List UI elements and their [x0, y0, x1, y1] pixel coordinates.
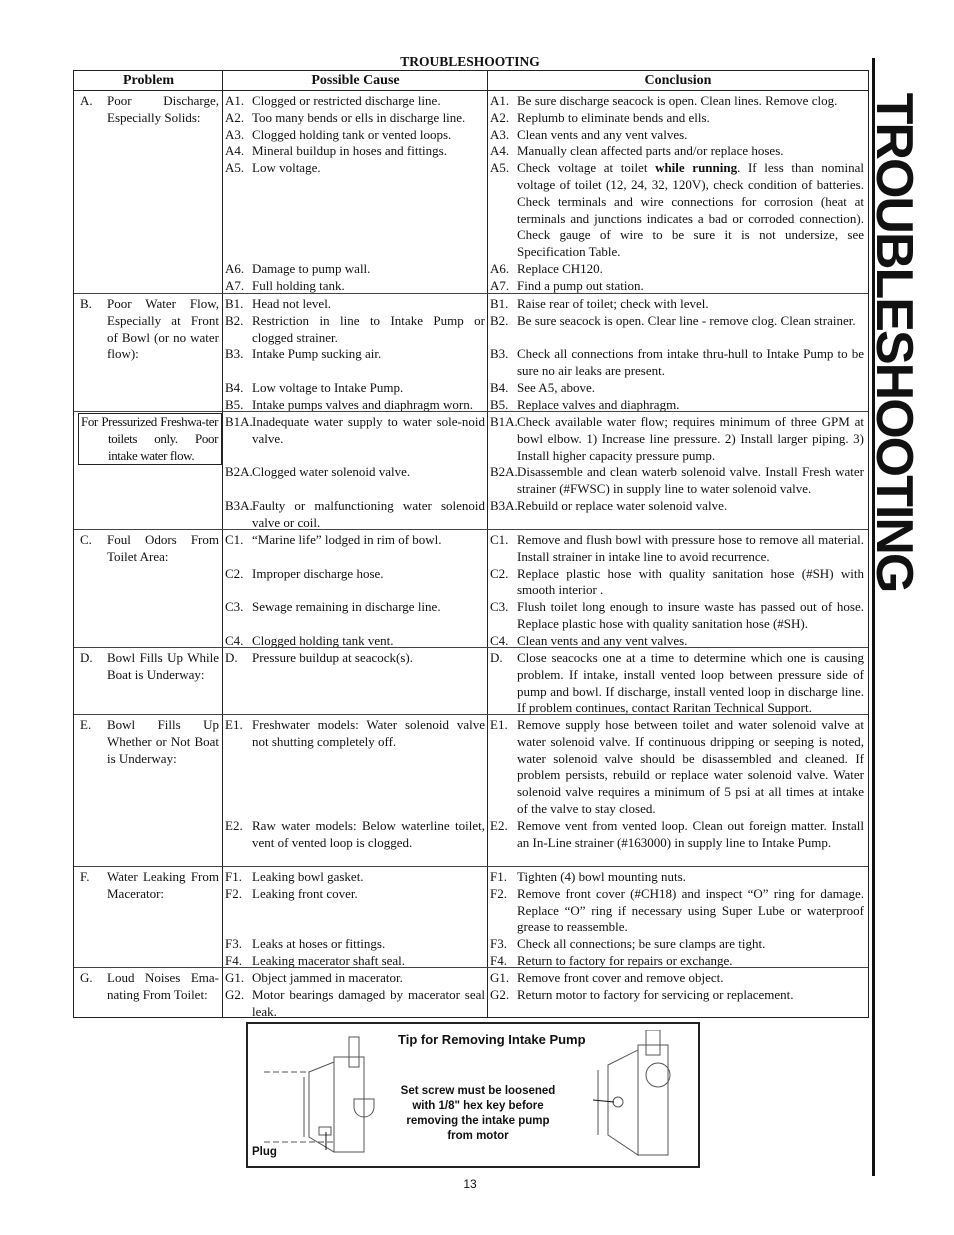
- conclusion-item-label: F4.: [490, 953, 507, 968]
- conclusion-item-text: Be sure seacock is open. Clear line - remove clog. Clean strainer.: [517, 312, 856, 328]
- cause-item-text: Sewage remaining in discharge line.: [252, 599, 441, 615]
- conclusion-item-text: Clean vents and any vent valves.: [517, 632, 688, 648]
- problem-label: F.: [80, 869, 90, 884]
- cause-item-text: Low voltage to Intake Pump.: [252, 380, 404, 395]
- conclusion-item-text: Flush toilet long enough to insure waste has passed out of hose. Replace plastic hose with quality sanitation hose (#SH).: [517, 599, 864, 631]
- cause-item: [223, 346, 485, 363]
- conclusion-item-text: Find a pump out station.: [517, 277, 644, 293]
- cause-cell: [223, 968, 488, 1018]
- problem-description: Water Leaking From Macerator:: [107, 869, 219, 901]
- conclusion-item-text: Tighten (4) bowl mounting nuts.: [517, 869, 686, 884]
- cause-item-label: A6.: [225, 261, 245, 276]
- table-row: [74, 714, 868, 866]
- conclusion-item: [488, 346, 864, 380]
- cause-item: [223, 886, 485, 903]
- conclusion-item-text: Remove vent from vented loop. Clean out foreign matter. Install an In-Line strainer (#163000) in supply line to Intake Pump.: [517, 817, 864, 850]
- cause-item: [223, 498, 485, 532]
- problem-cell: [74, 530, 223, 648]
- conclusion-item-label: C3.: [490, 599, 509, 615]
- conclusion-item-label: A7.: [490, 277, 510, 293]
- cause-item-label: A4.: [225, 143, 245, 159]
- cause-item-text: Inadequate water supply to water sole-noid valve.: [252, 414, 485, 446]
- conclusion-item: [488, 93, 864, 110]
- conclusion-item-text: Replace valves and diaphragm.: [517, 396, 680, 412]
- cause-item-text: Intake pumps valves and diaphragm worn.: [252, 396, 473, 412]
- tip-figure: [246, 1022, 700, 1168]
- conclusion-item: [488, 464, 864, 498]
- cause-item-label: B2A.: [225, 464, 253, 480]
- conclusion-item: [488, 650, 864, 717]
- table-row: [74, 529, 868, 648]
- cause-item: [223, 296, 485, 313]
- problem-label: D.: [80, 650, 93, 665]
- conclusion-item-text: Check all connections; be sure clamps are tight.: [517, 936, 766, 952]
- cause-item-text: Too many bends or ells in discharge line.: [252, 109, 466, 125]
- cause-item-label: B3.: [225, 346, 244, 362]
- troubleshooting-table: [73, 70, 869, 1018]
- conclusion-item: [488, 143, 864, 160]
- conclusion-item-text: Manually clean affected parts and/or replace hoses.: [517, 143, 784, 159]
- cause-item-label: B1.: [225, 296, 244, 311]
- cause-item-text: “Marine life” lodged in rim of bowl.: [252, 532, 442, 547]
- conclusion-item-text: Return to factory for repairs or exchange.: [517, 953, 733, 968]
- conclusion-item-text: Be sure discharge seacock is open. Clean lines. Remove clog.: [517, 93, 838, 108]
- conclusion-cell: [488, 91, 868, 293]
- conclusion-item: [488, 380, 864, 397]
- problem-description: Foul Odors From Toilet Area:: [107, 532, 219, 564]
- problem-label: C.: [80, 532, 92, 547]
- cause-item: [223, 869, 485, 886]
- cause-item-label: E1.: [225, 717, 243, 732]
- conclusion-item-label: E2.: [490, 817, 508, 833]
- conclusion-item-label: B3A.: [490, 498, 518, 513]
- conclusion-item-label: F3.: [490, 936, 507, 952]
- conclusion-item-label: C1.: [490, 532, 509, 547]
- cause-item-text: Freshwater models: Water solenoid valve not shutting completely off.: [252, 717, 485, 749]
- problem-label: E.: [80, 717, 92, 732]
- conclusion-item-text: Replumb to eliminate bends and ells.: [517, 109, 710, 125]
- cause-item-text: Leaking front cover.: [252, 885, 358, 901]
- problem-text: [78, 532, 222, 566]
- problem-description: Poor Water Flow, Especially at Front of Bowl (or no water flow):: [107, 296, 219, 362]
- conclusion-item-text: See A5, above.: [517, 380, 595, 395]
- cause-cell: [223, 412, 488, 530]
- conclusion-item: [488, 987, 864, 1004]
- cause-item-label: B4.: [225, 380, 244, 395]
- conclusion-item-label: B3.: [490, 346, 509, 362]
- cause-item-text: Intake Pump sucking air.: [252, 346, 382, 362]
- conclusion-cell: [488, 412, 868, 530]
- cause-item: [223, 566, 485, 583]
- cause-item-text: Mineral buildup in hoses and fittings.: [252, 143, 447, 159]
- cause-item-text: Raw water models: Below waterline toilet, vent of vented loop is clogged.: [252, 817, 485, 850]
- tip-note: Set screw must be loosened with 1/8" hex key before removing the intake pump from motor: [400, 1085, 556, 1142]
- conclusion-item-label: A6.: [490, 261, 510, 276]
- cause-cell: [223, 294, 488, 412]
- cause-item: [223, 818, 485, 852]
- conclusion-item-label: B2A.: [490, 464, 518, 480]
- header-possible-cause: Possible Cause: [223, 71, 488, 91]
- problem-description: Loud Noises Ema-nating From Toilet:: [107, 970, 219, 1002]
- conclusion-item-label: C2.: [490, 565, 509, 581]
- cause-item: [223, 127, 485, 144]
- cause-item-label: F4.: [225, 953, 242, 968]
- cause-item-label: B2.: [225, 312, 244, 328]
- cause-item: [223, 599, 485, 616]
- conclusion-item-label: F2.: [490, 885, 507, 901]
- cause-item-text: Pressure buildup at seacock(s).: [252, 650, 414, 665]
- cause-item-text: Low voltage.: [252, 160, 321, 176]
- conclusion-item: [488, 818, 864, 852]
- conclusion-item-label: B1A.: [490, 414, 518, 429]
- cause-item-label: A3.: [225, 126, 245, 142]
- cause-item: [223, 414, 485, 448]
- conclusion-cell: [488, 530, 868, 648]
- problem-text: [78, 970, 222, 1004]
- conclusion-item: [488, 498, 864, 515]
- conclusion-item-text: Rebuild or replace water solenoid valve.: [517, 498, 728, 513]
- table-row: [74, 411, 868, 530]
- cause-item-label: F1.: [225, 869, 242, 884]
- cause-item-label: F2.: [225, 885, 242, 901]
- conclusion-item: [488, 414, 864, 464]
- problem-cell: [74, 294, 223, 412]
- cause-item: [223, 532, 485, 549]
- cause-item: [223, 261, 485, 278]
- cause-item-label: A2.: [225, 109, 245, 125]
- cause-cell: [223, 715, 488, 866]
- problem-cell: [74, 968, 223, 1018]
- conclusion-item-label: F1.: [490, 869, 507, 884]
- cause-item-label: F3.: [225, 936, 242, 952]
- conclusion-item: [488, 261, 864, 278]
- conclusion-item-label: D.: [490, 650, 503, 665]
- conclusion-item-text: Remove and flush bowl with pressure hose to remove all material. Install strainer in intake line to avoid recurrence.: [517, 532, 864, 564]
- section-title: TROUBLESHOOTING: [400, 54, 540, 69]
- problem-text: [78, 296, 222, 363]
- cause-item: [223, 936, 485, 953]
- conclusion-item-text: while running: [655, 160, 738, 176]
- cause-item-label: D.: [225, 650, 238, 665]
- problem-description: Bowl Fills Up Whether or Not Boat is Underway:: [107, 717, 219, 766]
- cause-item: [223, 110, 485, 127]
- conclusion-item-label: B4.: [490, 380, 509, 395]
- problem-text: [78, 93, 222, 127]
- cause-item-label: C4.: [225, 632, 244, 648]
- cause-item: [223, 987, 485, 1021]
- conclusion-item: [488, 160, 864, 261]
- conclusion-item: [488, 970, 864, 987]
- table-row: [74, 647, 868, 715]
- cause-item-label: C3.: [225, 599, 244, 615]
- conclusion-item-label: A3.: [490, 126, 510, 142]
- cause-item: [223, 650, 485, 667]
- conclusion-item: [488, 599, 864, 633]
- problem-label: G.: [80, 970, 93, 985]
- pump-right-illustration: [588, 1030, 698, 1164]
- conclusion-item-text: Close seacocks one at a time to determine which one is causing problem. If intake, install vented loop between pressure side of pump and bowl. If discharge, install vented loop in discharge line. If problem continues, contact Raritan Technical Support.: [517, 650, 864, 716]
- cause-item: [223, 160, 485, 177]
- plug-label: Plug: [252, 1146, 277, 1158]
- cause-item-text: Clogged water solenoid valve.: [252, 464, 411, 480]
- cause-cell: [223, 648, 488, 715]
- problem-label: B.: [80, 296, 92, 311]
- cause-item-text: Clogged holding tank or vented loops.: [252, 126, 452, 142]
- cause-item-text: Improper discharge hose.: [252, 565, 384, 581]
- cause-item-label: C1.: [225, 532, 244, 547]
- cause-item-label: G1.: [225, 970, 245, 985]
- conclusion-item-text: Clean vents and any vent valves.: [517, 126, 688, 142]
- problem-cell: [74, 412, 223, 530]
- conclusion-item-label: A1.: [490, 93, 510, 108]
- table-row: [74, 91, 868, 293]
- cause-item-text: Leaking macerator shaft seal.: [252, 953, 406, 968]
- conclusion-item: [488, 127, 864, 144]
- cause-item-label: E2.: [225, 817, 243, 833]
- table-row: [74, 967, 868, 1018]
- cause-item-label: G2.: [225, 986, 245, 1002]
- cause-item-label: C2.: [225, 565, 244, 581]
- problem-cell: [74, 715, 223, 866]
- header-problem: Problem: [74, 71, 223, 91]
- cause-item: [223, 93, 485, 110]
- conclusion-item: [488, 717, 864, 818]
- side-title: TROUBLESHOOTING: [865, 92, 923, 592]
- cause-item-text: Head not level.: [252, 296, 332, 311]
- conclusion-item-text: Remove supply hose between toilet and water solenoid valve at water solenoid valve. If continuous dripping or seeping is noted, water solenoid valve should be disassembled and cleaned. If problem persists, rebuild or replace water solenoid valve. Water solenoid valve requires a minimum of 5 psi at all times at intake of the valve to stay closed.: [517, 717, 864, 816]
- cause-item: [223, 464, 485, 481]
- conclusion-item-text: Remove front cover and remove object.: [517, 970, 724, 985]
- table-row: [74, 293, 868, 412]
- header-conclusion: Conclusion: [488, 71, 868, 91]
- cause-cell: [223, 91, 488, 293]
- cause-item-text: Clogged or restricted discharge line.: [252, 93, 441, 108]
- cause-item-label: A7.: [225, 277, 245, 293]
- cause-item-text: Restriction in line to Intake Pump or clogged strainer.: [252, 312, 485, 345]
- conclusion-item-text: Check available water flow; requires minimum of three GPM at bowl elbow. 1) Increase line pressure. 2) Install larger piping. 3) Install higher capacity pressure pump.: [517, 414, 864, 463]
- conclusion-item: [488, 296, 864, 313]
- cause-item-text: Leaking bowl gasket.: [252, 869, 364, 884]
- conclusion-item-label: A5.: [490, 160, 510, 176]
- problem-text: [78, 650, 222, 684]
- conclusion-cell: [488, 968, 868, 1018]
- problem-description: Poor Discharge, Especially Solids:: [107, 93, 219, 125]
- conclusion-item-label: B2.: [490, 312, 509, 328]
- cause-item-text: Clogged holding tank vent.: [252, 632, 394, 648]
- problem-cell: [74, 867, 223, 968]
- conclusion-item: [488, 869, 864, 886]
- cause-item-text: Full holding tank.: [252, 277, 345, 293]
- conclusion-item: [488, 886, 864, 936]
- conclusion-item: [488, 532, 864, 566]
- conclusion-item-text: Raise rear of toilet; check with level.: [517, 296, 709, 311]
- problem-cell: [74, 648, 223, 715]
- cause-cell: [223, 867, 488, 968]
- conclusion-item-label: A2.: [490, 109, 510, 125]
- problem-note-box: For Pressurized Freshwa-ter toilets only. Poor intake water flow.: [78, 413, 222, 465]
- cause-item: [223, 313, 485, 347]
- conclusion-item-text: Remove front cover (#CH18) and inspect “O” ring for damage. Replace “O” ring if necessary using Super Lube or waterproof grease to reassemble.: [517, 885, 864, 935]
- cause-item: [223, 717, 485, 751]
- page-number: 13: [463, 1177, 477, 1191]
- cause-item: [223, 143, 485, 160]
- problem-label: A.: [80, 93, 93, 108]
- conclusion-cell: [488, 867, 868, 968]
- problem-cell: [74, 91, 223, 293]
- conclusion-item-text: . If less than nominal voltage of toilet (12, 24, 32, 120V), check condition of batteries. Check terminals and wire connections for corrosion (heat at terminals and junctions indicates a bad or corroded connection). Check gauge of wire to be sure it is not undersize, see Specification Table.: [517, 160, 864, 260]
- conclusion-item-text: Replace plastic hose with quality sanitation hose (#SH) with smooth interior .: [517, 565, 864, 598]
- conclusion-item-text: Disassemble and clean waterb solenoid valve. Install Fresh water strainer (#FWSC) in supply line to water solenoid valve.: [517, 464, 864, 497]
- pump-left-illustration: [254, 1032, 394, 1162]
- problem-text: [78, 717, 222, 767]
- cause-item-text: Faulty or malfunctioning water solenoid valve or coil.: [252, 498, 485, 530]
- conclusion-item-text: Check all connections from intake thru-hull to Intake Pump to be sure no air leaks are present.: [517, 346, 864, 379]
- cause-item-text: Damage to pump wall.: [252, 261, 371, 276]
- conclusion-cell: [488, 294, 868, 412]
- conclusion-item-label: E1.: [490, 717, 508, 732]
- conclusion-cell: [488, 715, 868, 866]
- conclusion-item-label: C4.: [490, 632, 509, 648]
- problem-text: [78, 869, 222, 903]
- cause-item: [223, 380, 485, 397]
- cause-item: [223, 970, 485, 987]
- table-row: [74, 866, 868, 968]
- cause-cell: [223, 530, 488, 648]
- cause-item-label: B5.: [225, 396, 244, 412]
- cause-item-text: Leaks at hoses or fittings.: [252, 936, 386, 952]
- conclusion-item-label: B1.: [490, 296, 509, 311]
- cause-item-label: B3A.: [225, 498, 253, 513]
- conclusion-item-label: B5.: [490, 396, 509, 412]
- cause-item-text: Object jammed in macerator.: [252, 970, 403, 985]
- conclusion-item-text: Replace CH120.: [517, 261, 603, 276]
- conclusion-item: [488, 110, 864, 127]
- conclusion-item: [488, 936, 864, 953]
- conclusion-item: [488, 313, 864, 330]
- conclusion-item-text: Check voltage at toilet: [517, 160, 656, 176]
- conclusion-item-label: A4.: [490, 143, 510, 159]
- conclusion-item-label: G2.: [490, 986, 510, 1002]
- cause-item-text: Motor bearings damaged by macerator seal leak.: [252, 986, 485, 1019]
- cause-item-label: A1.: [225, 93, 245, 108]
- conclusion-item: [488, 566, 864, 600]
- cause-item-label: B1A.: [225, 414, 253, 429]
- conclusion-item-text: Return motor to factory for servicing or replacement.: [517, 986, 794, 1002]
- conclusion-item-label: G1.: [490, 970, 510, 985]
- cause-item-label: A5.: [225, 160, 245, 176]
- conclusion-cell: [488, 648, 868, 715]
- problem-description: Bowl Fills Up While Boat is Underway:: [107, 650, 219, 682]
- tip-title: Tip for Removing Intake Pump: [398, 1032, 586, 1047]
